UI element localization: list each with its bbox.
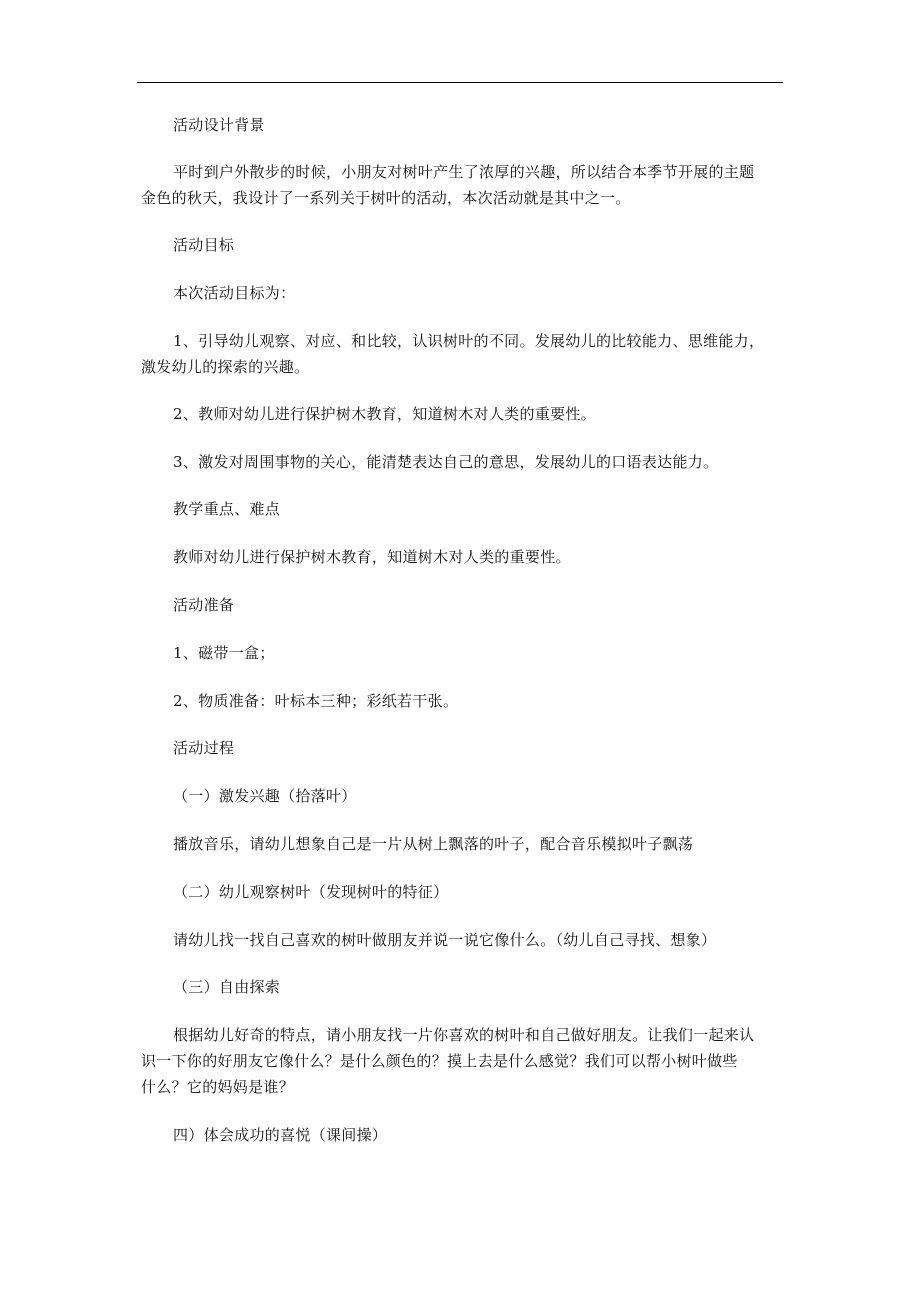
keypoints-text: 教师对幼儿进行保护树木教育，知道树木对人类的重要性。 <box>173 548 571 566</box>
goal-2: 2、教师对幼儿进行保护树木教育，知道树木对人类的重要性。 <box>173 405 596 423</box>
prep-item-2: 2、物质准备：叶标本三种；彩纸若干张。 <box>173 692 459 710</box>
goal-1-line-1: 1、引导幼儿观察、对应、和比较，认识树叶的不同。发展幼儿的比较能力、思维能力， <box>173 332 765 350</box>
step-3-line-3: 什么？它的妈妈是谁？ <box>141 1078 295 1096</box>
goals-heading: 活动目标 <box>173 236 235 254</box>
step-3-line-2: 识一下你的好朋友它像什么？是什么颜色的？摸上去是什么感觉？我们可以帮小树叶做些 <box>141 1052 738 1070</box>
step-3-heading: （三）自由探索 <box>173 978 281 996</box>
goal-3: 3、激发对周围事物的关心，能清楚表达自己的意思，发展幼儿的口语表达能力。 <box>173 453 719 471</box>
background-heading: 活动设计背景 <box>173 116 265 134</box>
goal-1-line-2: 激发幼儿的探索的兴趣。 <box>141 358 310 376</box>
step-3-line-1: 根据幼儿好奇的特点，请小朋友找一片你喜欢的树叶和自己做好朋友。让我们一起来认 <box>173 1026 755 1044</box>
header-rule <box>137 82 783 83</box>
keypoints-heading: 教学重点、难点 <box>173 500 281 518</box>
goals-intro: 本次活动目标为： <box>173 284 296 302</box>
step-2-heading: （二）幼儿观察树叶（发现树叶的特征） <box>173 883 449 901</box>
step-4-heading: 四）体会成功的喜悦（课间操） <box>173 1126 388 1144</box>
background-paragraph-line-1: 平时到户外散步的时候，小朋友对树叶产生了浓厚的兴趣，所以结合本季节开展的主题 <box>173 163 755 181</box>
background-paragraph-line-2: 金色的秋天，我设计了一系列关于树叶的活动，本次活动就是其中之一。 <box>141 189 631 207</box>
step-1-text: 播放音乐，请幼儿想象自己是一片从树上飘落的叶子，配合音乐模拟叶子飘荡 <box>173 835 694 853</box>
step-1-heading: （一）激发兴趣（拾落叶） <box>173 787 357 805</box>
step-2-text: 请幼儿找一找自己喜欢的树叶做朋友并说一说它像什么。（幼儿自己寻找、想象） <box>173 931 717 949</box>
prep-heading: 活动准备 <box>173 596 235 614</box>
prep-item-1: 1、磁带一盒； <box>173 644 275 662</box>
process-heading: 活动过程 <box>173 739 235 757</box>
